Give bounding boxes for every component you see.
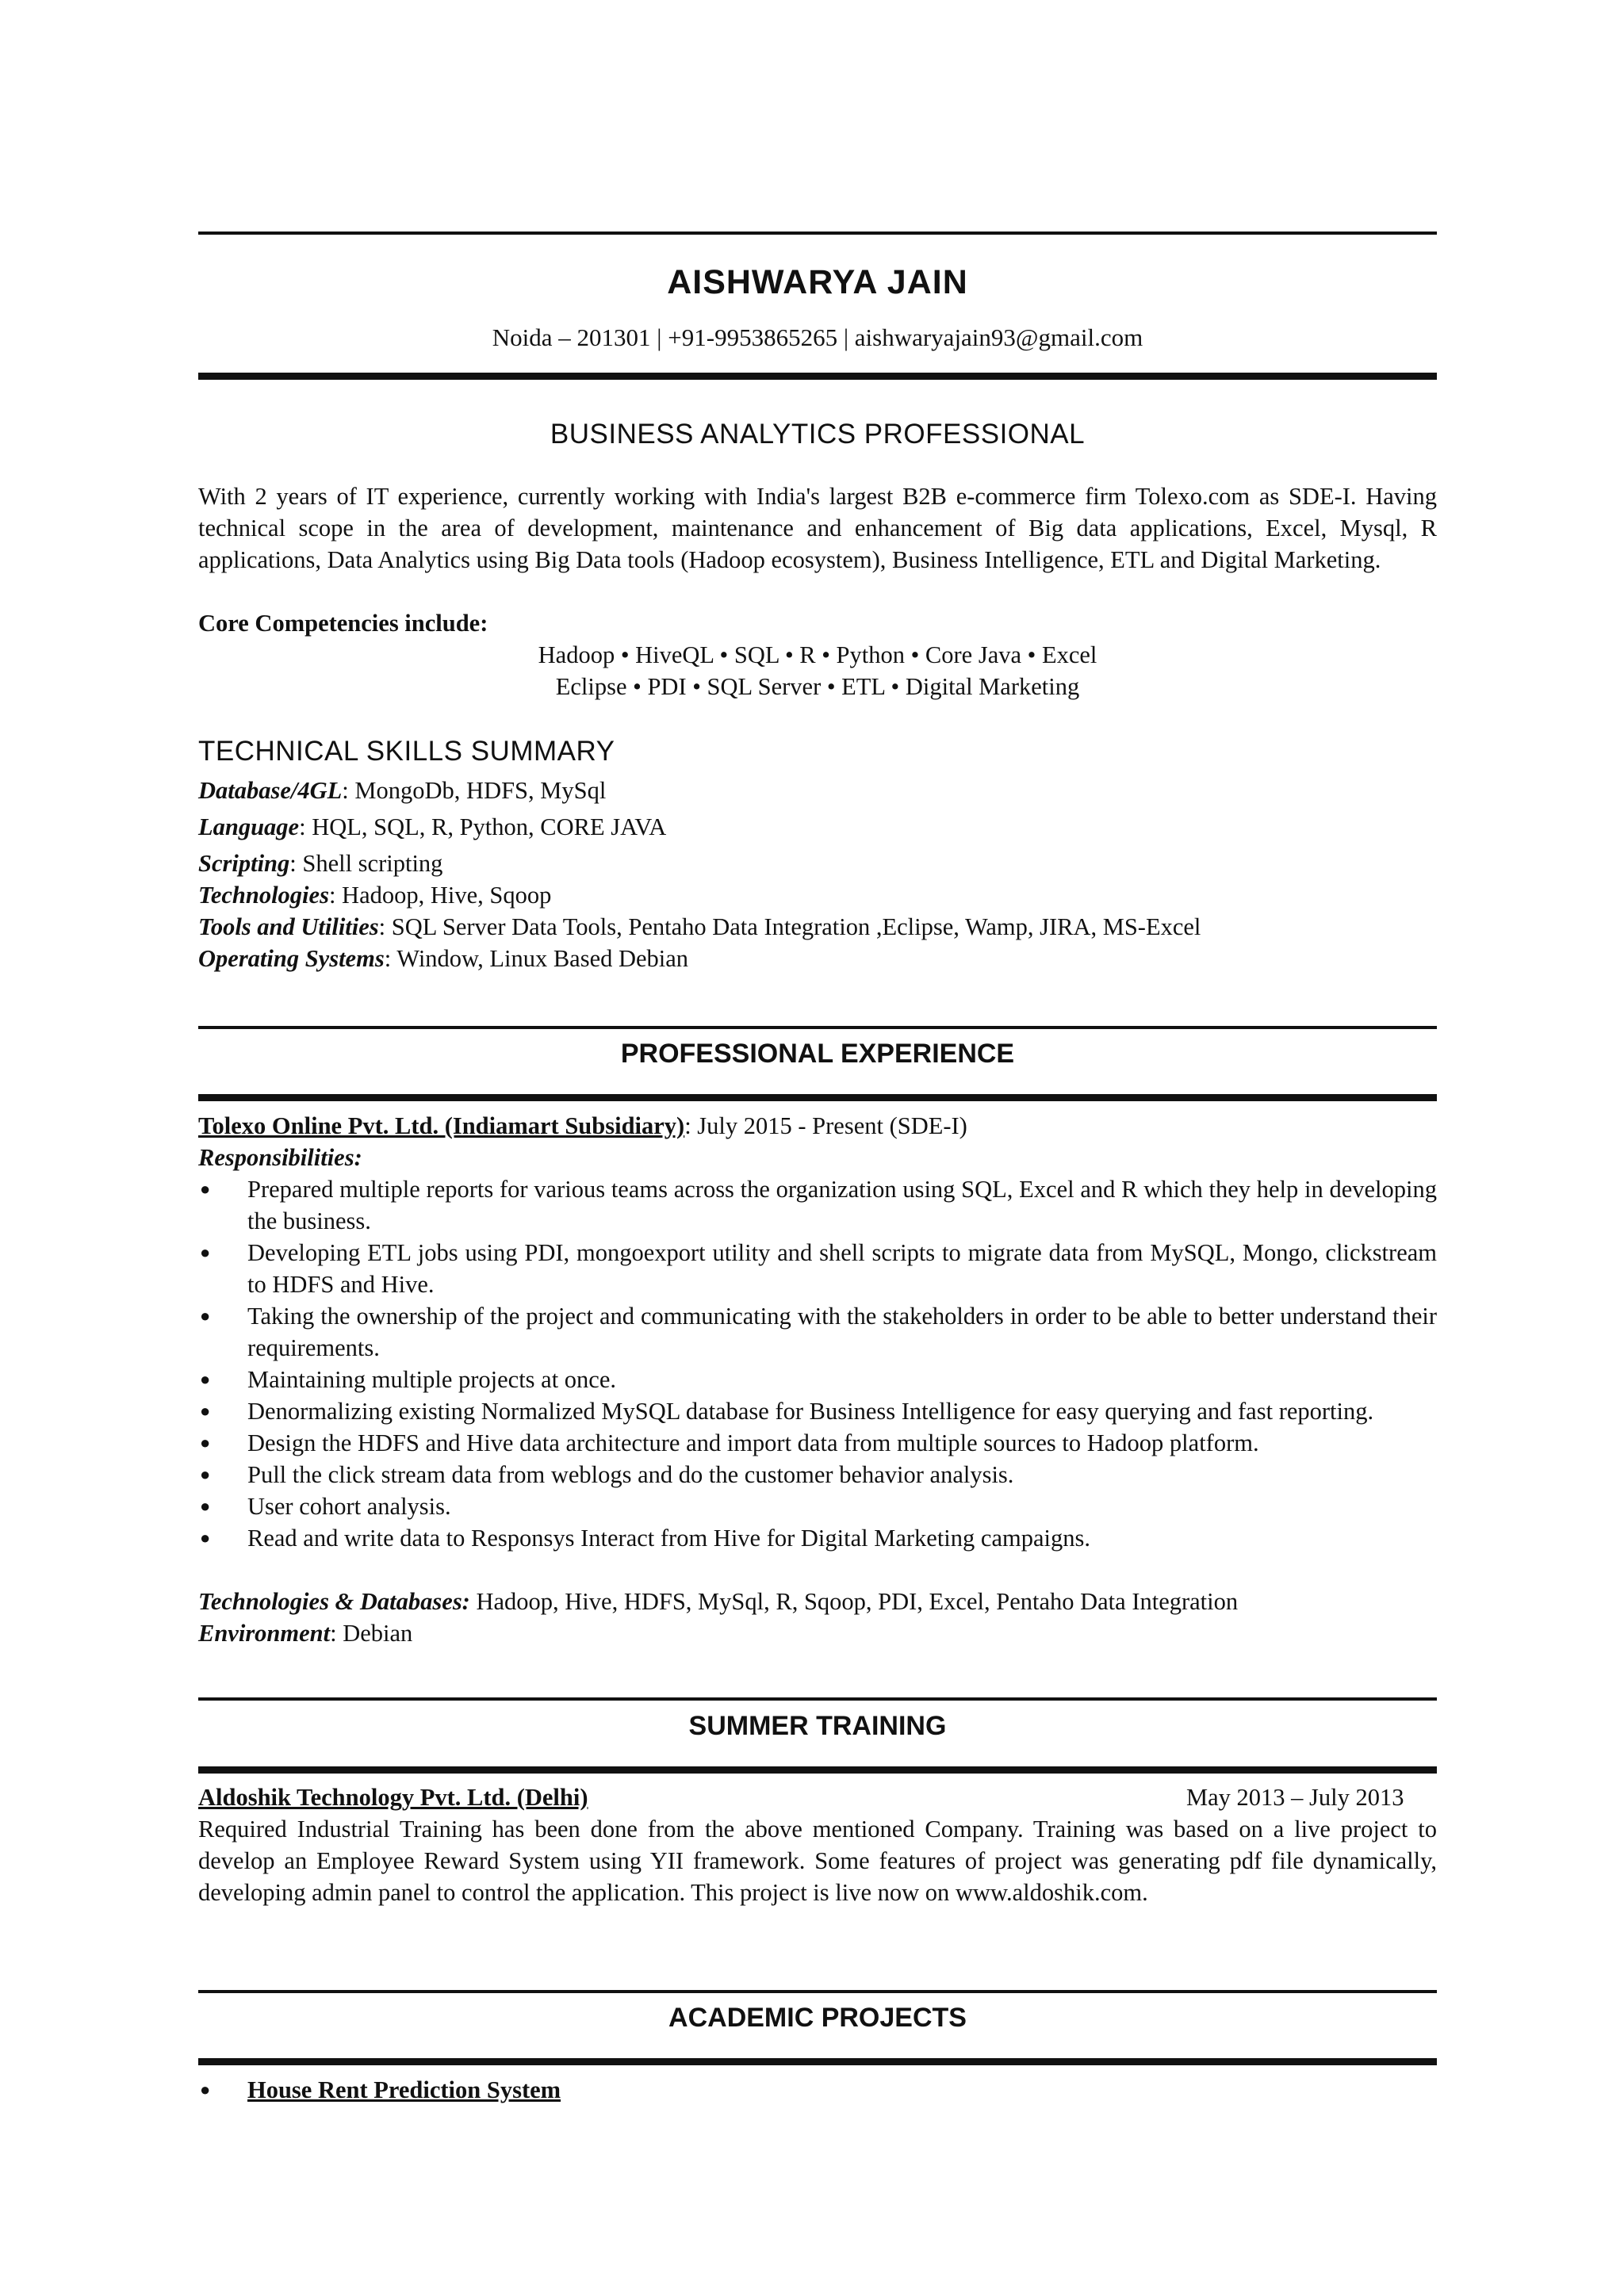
contact-line: Noida – 201301 | +91-9953865265 | aishwaryajain93@gmail.com: [492, 323, 1143, 351]
skill-value: : HQL, SQL, R, Python, CORE JAVA: [299, 813, 667, 840]
list-item: ● Taking the ownership of the project and communicating with the stakeholders in order to be able to better understand their requirements.: [198, 1300, 1437, 1364]
skill-label: Technologies: [198, 882, 329, 909]
skill-row: [198, 813, 666, 841]
training-paragraph: Required Industrial Training has been done from the above mentioned Company. Training was based on a live project to develop an Employee Reward System using YII framework. Some features of project was generating pdf file dynamically, developing admin panel to control the application. This project is live now on www.aldoshik.com.: [198, 1816, 1437, 1906]
training-bottom-rule: [198, 1766, 1437, 1774]
skill-value: : Shell scripting: [289, 850, 443, 877]
summary-title: BUSINESS ANALYTICS PROFESSIONAL: [550, 419, 1086, 450]
list-item: ● Developing ETL jobs using PDI, mongoexport utility and shell scripts to migrate data from MySQL, Mongo, clickstream to HDFS and Hive.: [198, 1237, 1437, 1300]
environment-value: : Debian: [330, 1620, 413, 1647]
list-item: [198, 2074, 1437, 2106]
experience-period: : July 2015 - Present (SDE-I): [684, 1112, 967, 1139]
list-item: ● Design the HDFS and Hive data architecture and import data from multiple sources to Hadoop platform.: [198, 1427, 1437, 1459]
skill-label: Operating Systems: [198, 945, 385, 972]
experience-bottom-rule: [198, 1094, 1437, 1101]
technologies-value: Hadoop, Hive, HDFS, MySql, R, Sqoop, PDI, Excel, Pentaho Data Integration: [469, 1588, 1239, 1615]
core-competencies-line-2: Eclipse • PDI • SQL Server • ETL • Digital Marketing: [555, 673, 1080, 700]
environment-label: Environment: [198, 1620, 331, 1647]
skill-value: : SQL Server Data Tools, Pentaho Data Integration ,Eclipse, Wamp, JIRA, MS-Excel: [378, 913, 1201, 940]
list-item: ● Pull the click stream data from weblogs and do the customer behavior analysis.: [198, 1459, 1437, 1490]
experience-top-rule: [198, 1026, 1437, 1029]
technologies-label: Technologies & Databases:: [198, 1588, 470, 1615]
academic-top-rule: [198, 1990, 1437, 1993]
skill-value: : MongoDb, HDFS, MySql: [342, 777, 607, 804]
skill-row: [198, 882, 551, 909]
academic-bottom-rule: [198, 2058, 1437, 2065]
experience-company: Tolexo Online Pvt. Ltd. (Indiamart Subsidiary): [198, 1112, 685, 1139]
core-competencies-line-1: Hadoop • HiveQL • SQL • R • Python • Core Java • Excel: [538, 641, 1097, 668]
responsibilities-label: Responsibilities:: [198, 1144, 362, 1171]
candidate-name: AISHWARYA JAIN: [667, 263, 968, 301]
responsibilities-list: [198, 1173, 1437, 1554]
skill-row: [198, 850, 442, 878]
environment-line: [198, 1617, 412, 1649]
list-item: ● Maintaining multiple projects at once.: [198, 1364, 1437, 1395]
training-period: May 2013 – July 2013: [1186, 1784, 1404, 1811]
core-competencies-label: Core Competencies include:: [198, 610, 488, 637]
skills-title: TECHNICAL SKILLS SUMMARY: [198, 736, 615, 767]
skill-value: : Hadoop, Hive, Sqoop: [328, 882, 552, 909]
summary-paragraph: With 2 years of IT experience, currently working with India's largest B2B e-commerce firm Tolexo.com as SDE-I. Having technical scope in the area of development, maintenance and enhancement of Big data applications, Excel, Mysql, R applications, Data Analytics using Big Data tools (Hadoop ecosystem), Business Intelligence, ETL and Digital Marketing.: [198, 483, 1437, 573]
training-title: SUMMER TRAINING: [688, 1711, 947, 1741]
skill-label: Scripting: [198, 850, 290, 877]
experience-title: PROFESSIONAL EXPERIENCE: [620, 1039, 1015, 1069]
header-rule: [198, 373, 1437, 380]
skill-row: [198, 945, 688, 973]
list-item: ● Denormalizing existing Normalized MySQL database for Business Intelligence for easy querying and fast reporting.: [198, 1395, 1437, 1427]
experience-company-line: [198, 1110, 967, 1142]
skill-label: Database/4GL: [198, 777, 343, 804]
training-company: Aldoshik Technology Pvt. Ltd. (Delhi): [198, 1784, 588, 1811]
list-item: ● Read and write data to Responsys Interact from Hive for Digital Marketing campaigns.: [198, 1522, 1437, 1554]
academic-title: ACADEMIC PROJECTS: [668, 2003, 967, 2033]
skill-label: Language: [198, 813, 300, 840]
skill-row: [198, 777, 606, 805]
academic-projects-list: [198, 2074, 1437, 2106]
skill-label: Tools and Utilities: [198, 913, 379, 940]
project-title: House Rent Prediction System: [247, 2076, 561, 2103]
technologies-line: [198, 1586, 1238, 1617]
skill-row: [198, 913, 1201, 941]
top-rule: [198, 232, 1437, 235]
training-top-rule: [198, 1697, 1437, 1701]
list-item: ● Prepared multiple reports for various teams across the organization using SQL, Excel and R which they help in developing the business.: [198, 1173, 1437, 1237]
list-item: ● User cohort analysis.: [198, 1490, 1437, 1522]
skill-value: : Window, Linux Based Debian: [384, 945, 689, 972]
